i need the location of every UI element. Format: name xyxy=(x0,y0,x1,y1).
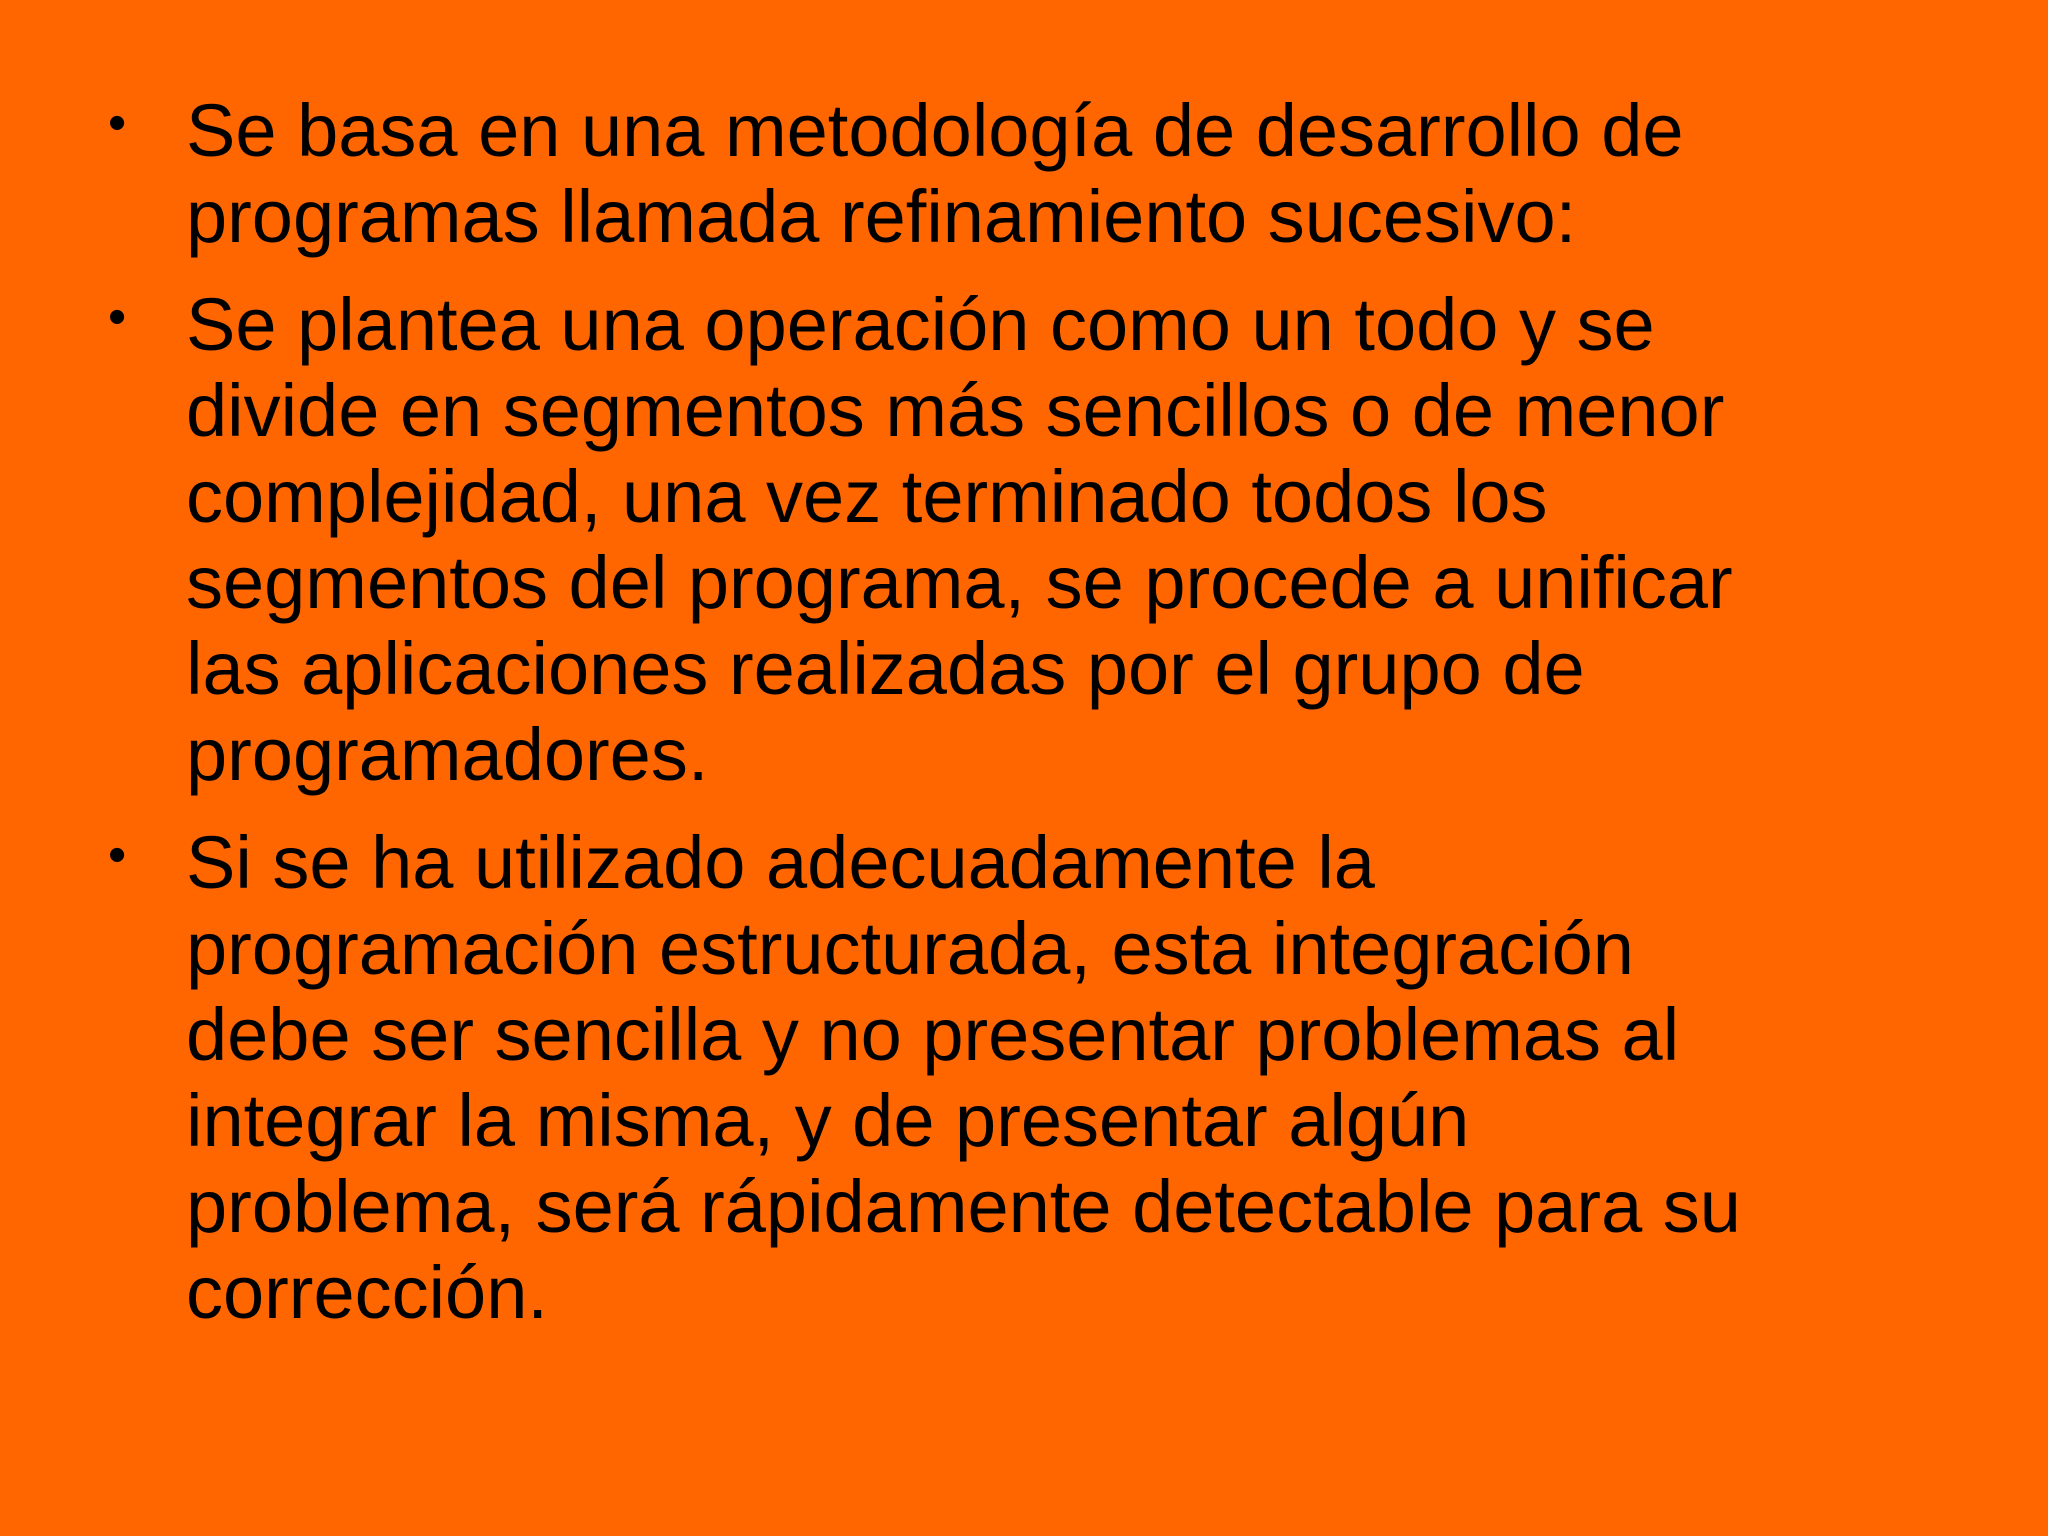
bullet-text-line: Si se ha utilizado adecuadamente la xyxy=(186,821,1375,904)
bullet-list xyxy=(108,88,1968,1358)
bullet-icon: • xyxy=(108,288,127,346)
bullet-icon: • xyxy=(108,94,127,152)
bullet-text-line: programas llamada refinamiento sucesivo: xyxy=(186,175,1577,258)
bullet-text-line: segmentos del programa, se procede a unificar xyxy=(186,541,1733,624)
bullet-text-line: debe ser sencilla y no presentar problemas al xyxy=(186,993,1680,1076)
bullet-text-line: Se basa en una metodología de desarrollo de xyxy=(186,89,1684,172)
bullet-text-line: corrección. xyxy=(186,1251,548,1334)
bullet-text-line: las aplicaciones realizadas por el grupo de xyxy=(186,627,1585,710)
bullet-text-line: problema, será rápidamente detectable para su xyxy=(186,1165,1741,1248)
bullet-text-line: programación estructurada, esta integración xyxy=(186,907,1634,990)
bullet-text-line: Se plantea una operación como un todo y se xyxy=(186,283,1655,366)
bullet-text-line: integrar la misma, y de presentar algún xyxy=(186,1079,1470,1162)
bullet-text-line: complejidad, una vez terminado todos los xyxy=(186,455,1548,538)
bullet-item xyxy=(108,282,1968,798)
bullet-item xyxy=(108,820,1968,1336)
bullet-item xyxy=(108,88,1968,260)
bullet-text-line: divide en segmentos más sencillos o de menor xyxy=(186,369,1725,452)
bullet-text-line: programadores. xyxy=(186,713,709,796)
bullet-icon: • xyxy=(108,826,127,884)
